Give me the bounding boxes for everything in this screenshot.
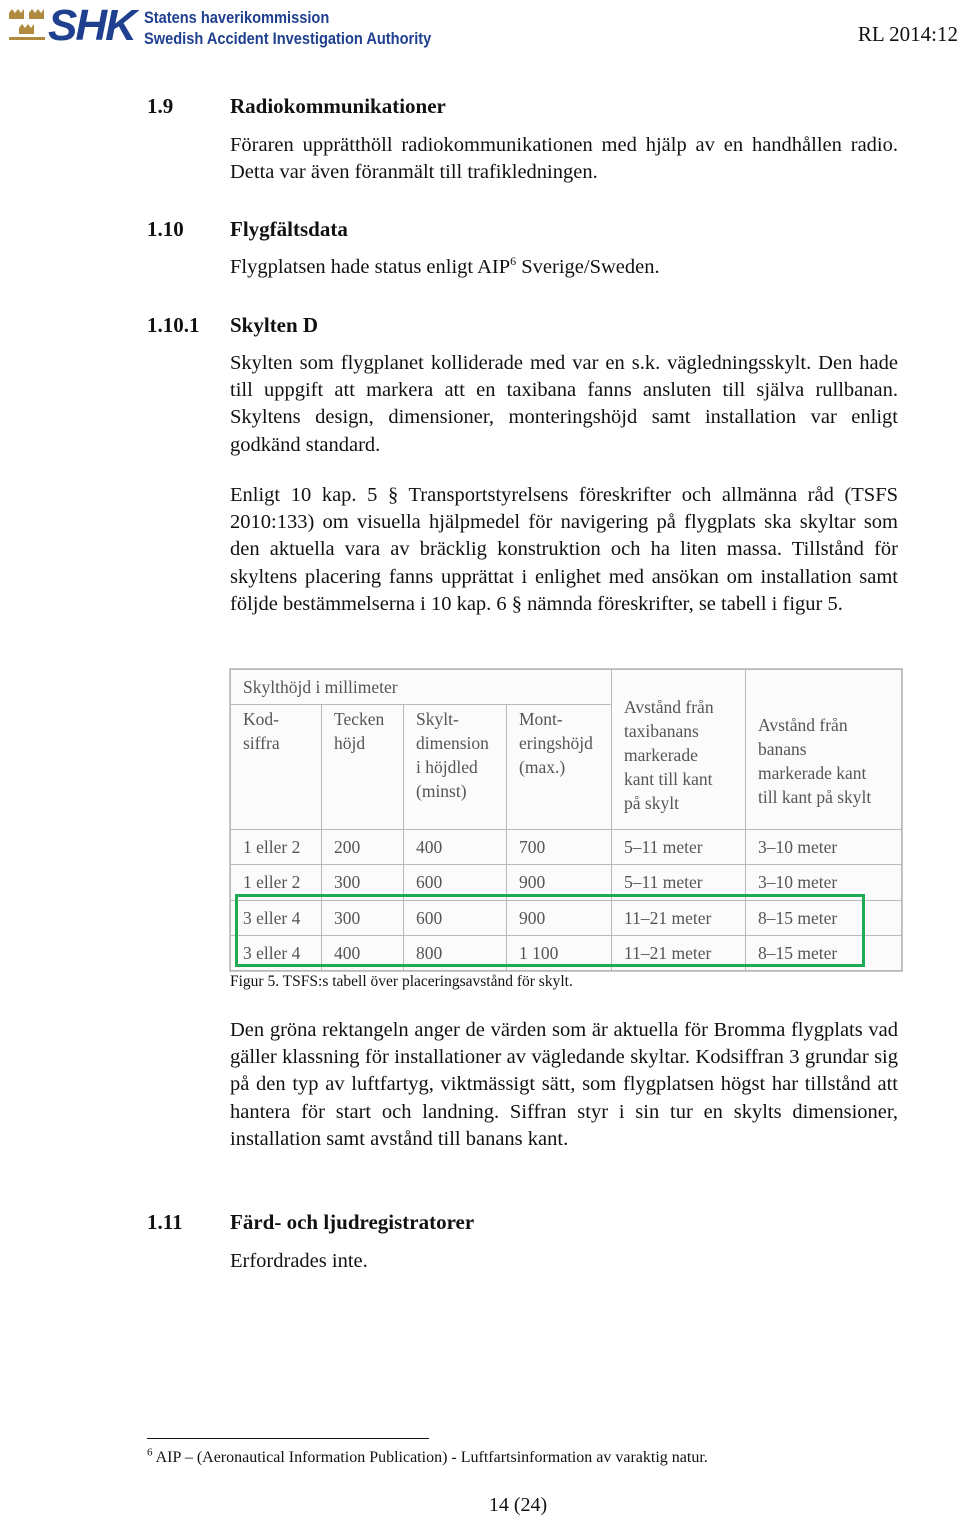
table-cell: 3–10 meter [746,865,902,900]
footnote-divider [147,1438,429,1439]
table-cell: 3 eller 4 [231,935,322,970]
table-header-char-height: Tecken höjd [322,705,404,830]
sign-paragraph-1: Skylten som flygplanet kolliderade med var en s.k. vägledningsskylt. Den hade till uppgift att markera att en taxibana fanns ansluten till själva rullbanan. Skyltens design, dimensioner, monteringshöjd samt installation var enligt godkänd standard. [230,352,898,456]
table-cell: 8–15 meter [746,900,902,935]
table-cell: 600 [404,865,507,900]
table-cell: 1 eller 2 [231,830,322,865]
section-title-radiokommunikationer: Radiokommunikationer [230,94,446,118]
airfield-text-before: Flygplatsen hade status enligt AIP [230,256,511,278]
footnote-reference[interactable]: 6 [510,254,517,269]
section-title-registratorer: Färd- och ljudregistratorer [230,1210,475,1234]
table-cell: 3–10 meter [746,830,902,865]
airfield-text-after: Sverige/Sweden. [516,256,660,278]
section-number-1-10: 1.10 [147,217,184,241]
table-cell: 400 [404,830,507,865]
shk-logo: SHK [48,1,135,50]
table-cell: 3 eller 4 [231,900,322,935]
table-cell: 300 [322,900,404,935]
table-header-sign-dimension: Skylt- dimension i höjdled (minst) [404,705,507,830]
tsfs-table [230,669,902,971]
recorders-paragraph: Erfordrades inte. [230,1250,368,1272]
table-cell: 1 100 [507,935,612,970]
airfield-paragraph [230,254,898,281]
org-name-swedish: Statens haverikommission [144,8,330,27]
table-cell: 8–15 meter [746,935,902,970]
section-number-1-10-1: 1.10.1 [147,313,200,337]
org-name-english: Swedish Accident Investigation Authority [144,29,432,48]
footnote [147,1446,708,1467]
section-number-1-11: 1.11 [147,1210,183,1234]
table-row [231,865,902,900]
table-cell: 5–11 meter [612,865,746,900]
table-cell: 1 eller 2 [231,865,322,900]
figure-5-table-image [229,668,903,972]
section-title-flygfaltsdata: Flygfältsdata [230,217,348,241]
page-number: 14 (24) [488,1494,548,1516]
table-cell: 800 [404,935,507,970]
radio-paragraph: Föraren upprätthöll radiokommunikationen med hjälp av en handhållen radio. Detta var även föranmält till trafikledningen. [230,134,898,184]
table-row [231,935,902,970]
table-cell: 300 [322,865,404,900]
table-cell: 600 [404,900,507,935]
table-row [231,830,902,865]
table-cell: 700 [507,830,612,865]
table-group-header: Skylthöjd i millimeter [231,670,612,705]
table-row [231,900,902,935]
section-number-1-9: 1.9 [147,94,174,118]
section-title-skylten-d: Skylten D [230,313,319,337]
report-id: RL 2014:12 [857,22,958,46]
figure-caption: Figur 5. TSFS:s tabell över placeringsavstånd för skylt. [230,973,573,990]
table-header-mount-height: Mont- eringshöjd (max.) [507,705,612,830]
table-cell: 400 [322,935,404,970]
table-cell: 5–11 meter [612,830,746,865]
three-crowns-logo-icon [7,9,47,45]
table-cell: 200 [322,830,404,865]
sign-paragraph-2: Enligt 10 kap. 5 § Transportstyrelsens föreskrifter och allmänna råd (TSFS 2010:133) om visuella hjälpmedel för navigering på flygplats ska skyltar som den aktuella vara av bräcklig konstruktion och ha liten massa. Tillstånd för skyltens placering fanns upprättat i enlighet med ansökan om installation samt följde bestämmelserna i 10 kap. 6 § nämnda föreskrifter, se tabell i figur 5. [230,484,898,615]
table-cell: 11–21 meter [612,935,746,970]
table-cell: 900 [507,900,612,935]
table-cell: 11–21 meter [612,900,746,935]
table-cell: 900 [507,865,612,900]
table-header-code: Kod- siffra [231,705,322,830]
green-rectangle-explanation: Den gröna rektangeln anger de värden som är aktuella för Bromma flygplats vad gäller klassning för installationer av vägledande skyltar. Kodsiffran 3 grundar sig på den typ av luftfartyg, viktmässigt sätt, som flygplatsen högst har tillstånd att hantera för start och landning. Siffran styr i sin tur en skylts dimensioner, installation samt avstånd till banans kant. [230,1019,898,1150]
footnote-text: AIP – (Aeronautical Information Publication) - Luftfartsinformation av varaktig natur. [155,1449,708,1466]
table-header-taxiway-distance: Avstånd från taxibanans markerade kant till kant på skylt [612,670,746,830]
footnote-number: 6 [147,1446,153,1459]
table-header-runway-distance: Avstånd från banans markerade kant till kant på skylt [746,670,902,830]
